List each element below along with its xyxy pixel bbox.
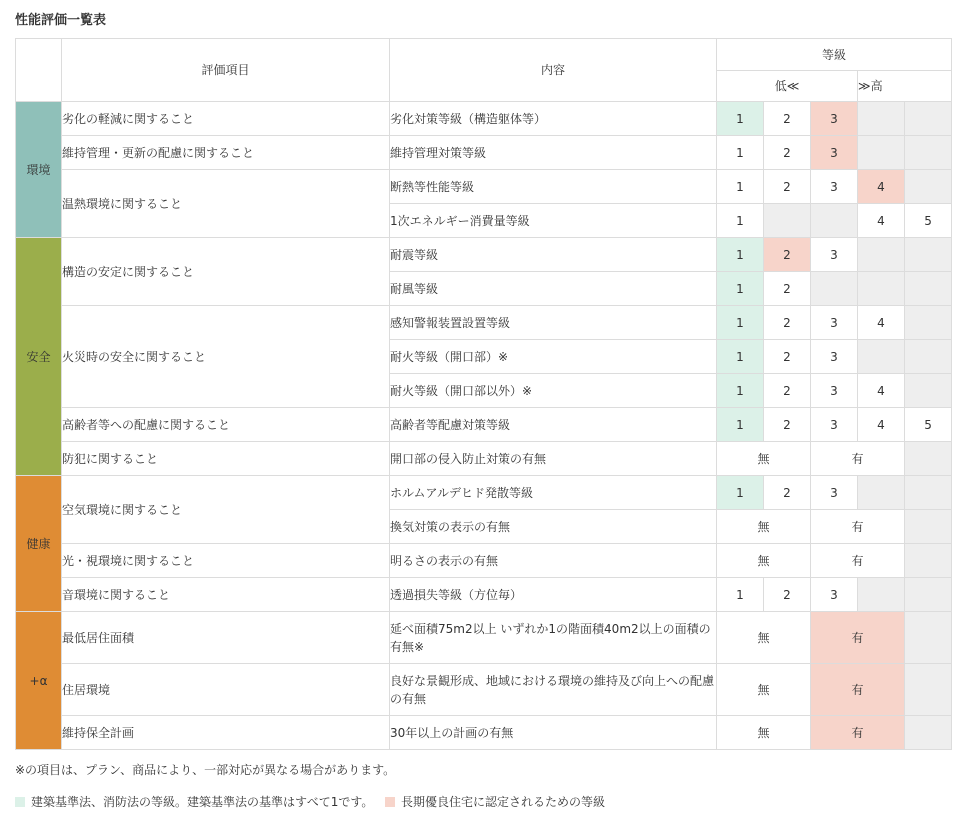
grade-cell: 無 <box>717 612 811 664</box>
grade-cell: 1 <box>717 340 764 374</box>
legend-green-label: 建築基準法、消防法の等級。建築基準法の基準はすべて1です。 <box>31 795 374 809</box>
grade-cell: 有 <box>811 612 905 664</box>
grade-cell: 1 <box>717 476 764 510</box>
grade-cell: 2 <box>764 170 811 204</box>
grade-cell <box>905 136 952 170</box>
grade-cell <box>905 340 952 374</box>
header-row <box>16 39 952 71</box>
grade-cell: 2 <box>764 408 811 442</box>
grade-cell: 無 <box>717 664 811 716</box>
table-row <box>16 408 952 442</box>
table-row <box>16 578 952 612</box>
grade-cell: 1 <box>717 306 764 340</box>
grade-cell: 5 <box>905 408 952 442</box>
content-cell: 1次エネルギー消費量等級 <box>390 204 717 238</box>
grade-cell: 3 <box>811 374 858 408</box>
table-body <box>16 102 952 750</box>
grade-cell: 3 <box>811 306 858 340</box>
grade-cell <box>858 578 905 612</box>
item-cell: 維持管理・更新の配慮に関すること <box>62 136 390 170</box>
legend-pink <box>385 793 605 810</box>
grade-cell: 3 <box>811 102 858 136</box>
content-cell: 維持管理対策等級 <box>390 136 717 170</box>
grade-cell: 3 <box>811 136 858 170</box>
legend-green <box>15 793 373 810</box>
grade-cell: 1 <box>717 170 764 204</box>
item-cell: 劣化の軽減に関すること <box>62 102 390 136</box>
grade-cell: 1 <box>717 238 764 272</box>
grade-cell: 1 <box>717 408 764 442</box>
grade-cell: 3 <box>811 170 858 204</box>
grade-cell: 2 <box>764 272 811 306</box>
grade-cell: 3 <box>811 238 858 272</box>
legend-green-swatch <box>15 797 25 807</box>
grade-cell: 1 <box>717 272 764 306</box>
grade-cell: 1 <box>717 374 764 408</box>
grade-cell: 有 <box>811 716 905 750</box>
table-row <box>16 306 952 340</box>
header-category <box>16 39 62 102</box>
grade-cell <box>764 204 811 238</box>
grade-cell <box>811 272 858 306</box>
table-row <box>16 664 952 716</box>
grade-cell: 2 <box>764 374 811 408</box>
content-cell: 耐火等級（開口部以外）※ <box>390 374 717 408</box>
content-cell: 耐震等級 <box>390 238 717 272</box>
grade-cell: 4 <box>858 204 905 238</box>
grade-cell: 有 <box>811 510 905 544</box>
grade-cell: 3 <box>811 476 858 510</box>
grade-cell: 1 <box>717 204 764 238</box>
content-cell: 良好な景観形成、地域における環境の維持及び向上への配慮の有無 <box>390 664 717 716</box>
grade-cell <box>905 476 952 510</box>
grade-cell: 無 <box>717 716 811 750</box>
content-cell: 劣化対策等級（構造躯体等） <box>390 102 717 136</box>
grade-cell: 2 <box>764 340 811 374</box>
grade-cell <box>905 510 952 544</box>
grade-cell: 4 <box>858 408 905 442</box>
item-cell: 住居環境 <box>62 664 390 716</box>
content-cell: 明るさの表示の有無 <box>390 544 717 578</box>
grade-cell <box>858 340 905 374</box>
content-cell: 高齢者等配慮対策等級 <box>390 408 717 442</box>
grade-cell <box>858 136 905 170</box>
table-row <box>16 442 952 476</box>
grade-cell: 3 <box>811 340 858 374</box>
content-cell: 透過損失等級（方位毎） <box>390 578 717 612</box>
grade-cell <box>905 544 952 578</box>
table-row <box>16 102 952 136</box>
grade-cell <box>905 374 952 408</box>
content-cell: 耐風等級 <box>390 272 717 306</box>
grade-cell <box>905 716 952 750</box>
grade-cell <box>858 476 905 510</box>
content-cell: ホルムアルデヒド発散等級 <box>390 476 717 510</box>
legend-pink-label: 長期優良住宅に認定されるための等級 <box>401 795 606 809</box>
grade-cell: 2 <box>764 238 811 272</box>
item-cell: 温熱環境に関すること <box>62 170 390 238</box>
page-title: 性能評価一覧表 <box>15 13 107 28</box>
grade-cell: 有 <box>811 442 905 476</box>
category-cell: 環境 <box>16 102 62 238</box>
category-cell: 安全 <box>16 238 62 476</box>
grade-cell <box>905 664 952 716</box>
header-high: ≫高 <box>858 71 952 102</box>
grade-cell <box>905 578 952 612</box>
grade-cell: 1 <box>717 578 764 612</box>
grade-cell <box>811 204 858 238</box>
table-row <box>16 170 952 204</box>
grade-cell <box>905 102 952 136</box>
grade-cell <box>858 238 905 272</box>
item-cell: 音環境に関すること <box>62 578 390 612</box>
header-item: 評価項目 <box>62 39 390 102</box>
grade-cell: 無 <box>717 442 811 476</box>
grade-cell: 2 <box>764 102 811 136</box>
grade-cell: 2 <box>764 578 811 612</box>
grade-cell: 3 <box>811 578 858 612</box>
grade-cell: 4 <box>858 306 905 340</box>
content-cell: 感知警報装置設置等級 <box>390 306 717 340</box>
content-cell: 30年以上の計画の有無 <box>390 716 717 750</box>
table-row <box>16 716 952 750</box>
item-cell: 高齢者等への配慮に関すること <box>62 408 390 442</box>
grade-cell <box>905 272 952 306</box>
grade-cell: 無 <box>717 510 811 544</box>
grade-cell: 無 <box>717 544 811 578</box>
grade-cell: 2 <box>764 136 811 170</box>
footnote: ※の項目は、プラン、商品により、一部対応が異なる場合があります。 <box>15 763 396 777</box>
item-cell: 構造の安定に関すること <box>62 238 390 306</box>
grade-cell: 1 <box>717 102 764 136</box>
category-cell: +α <box>16 612 62 750</box>
item-cell: 光・視環境に関すること <box>62 544 390 578</box>
performance-table <box>15 38 952 750</box>
grade-cell: 2 <box>764 306 811 340</box>
grade-cell: 5 <box>905 204 952 238</box>
item-cell: 維持保全計画 <box>62 716 390 750</box>
table-row <box>16 238 952 272</box>
content-cell: 開口部の侵入防止対策の有無 <box>390 442 717 476</box>
table-row <box>16 136 952 170</box>
grade-cell <box>858 102 905 136</box>
category-cell: 健康 <box>16 476 62 612</box>
item-cell: 防犯に関すること <box>62 442 390 476</box>
content-cell: 換気対策の表示の有無 <box>390 510 717 544</box>
table-row <box>16 544 952 578</box>
grade-cell <box>905 306 952 340</box>
content-cell: 延べ面積75m2以上 いずれか1の階面積40m2以上の面積の有無※ <box>390 612 717 664</box>
legend-pink-swatch <box>385 797 395 807</box>
item-cell: 火災時の安全に関すること <box>62 306 390 408</box>
grade-cell: 4 <box>858 374 905 408</box>
grade-cell <box>905 442 952 476</box>
header-content: 内容 <box>390 39 717 102</box>
table-row <box>16 476 952 510</box>
grade-cell: 有 <box>811 544 905 578</box>
grade-cell <box>905 612 952 664</box>
item-cell: 空気環境に関すること <box>62 476 390 544</box>
grade-cell: 3 <box>811 408 858 442</box>
item-cell: 最低居住面積 <box>62 612 390 664</box>
grade-cell <box>905 170 952 204</box>
grade-cell: 4 <box>858 170 905 204</box>
content-cell: 耐火等級（開口部）※ <box>390 340 717 374</box>
table-row <box>16 612 952 664</box>
grade-cell: 1 <box>717 136 764 170</box>
content-cell: 断熱等性能等級 <box>390 170 717 204</box>
grade-cell <box>905 238 952 272</box>
grade-cell: 有 <box>811 664 905 716</box>
grade-cell: 2 <box>764 476 811 510</box>
header-grade: 等級 <box>717 39 952 71</box>
grade-cell <box>858 272 905 306</box>
header-low: 低≪ <box>717 71 858 102</box>
